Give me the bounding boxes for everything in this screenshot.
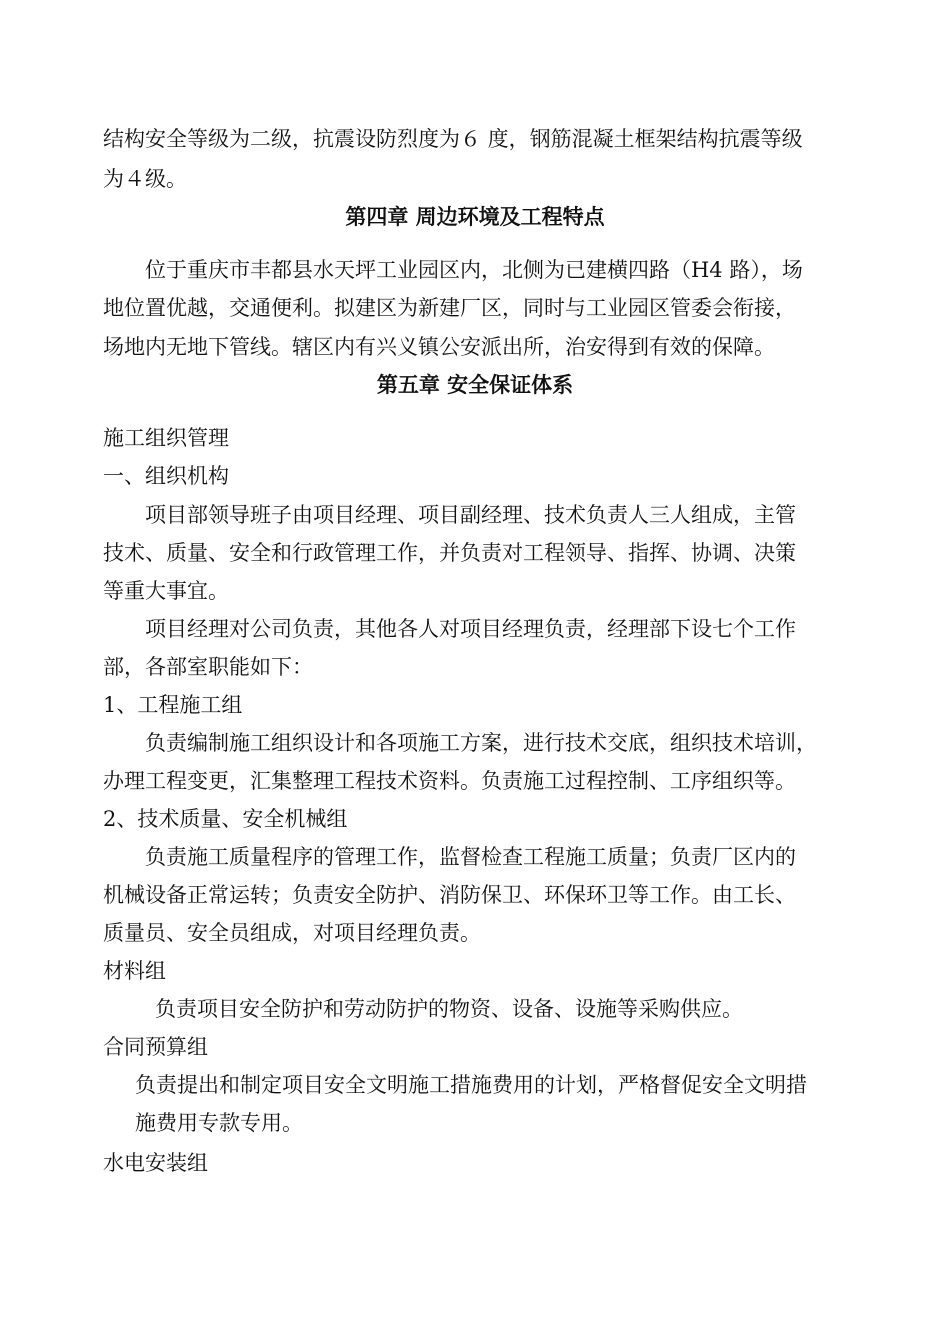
materials-title: 材料组 (103, 959, 166, 983)
chapter-4-title: 第四章 周边环境及工程特点 (345, 205, 605, 229)
org-paragraph-1-line-3: 等重大事宜。 (103, 579, 229, 603)
group-1-title: 1、工程施工组 (103, 693, 243, 717)
intro-line-2: 为４级。 (103, 167, 187, 191)
org-paragraph-2-line-2: 部，各部室职能如下： (103, 655, 313, 679)
contract-line-1: 负责提出和制定项目安全文明施工措施费用的计划，严格督促安全文明措 (135, 1073, 807, 1097)
group-1-line-2: 办理工程变更，汇集整理工程技术资料。负责施工过程控制、工序组织等。 (103, 769, 796, 793)
section-label: 施工组织管理 (103, 426, 229, 450)
group-2-line-3: 质量员、安全员组成，对项目经理负责。 (103, 921, 481, 945)
org-heading: 一、组织机构 (103, 464, 229, 488)
group-2-title: 2、技术质量、安全机械组 (103, 807, 348, 831)
group-2-line-2: 机械设备正常运转；负责安全防护、消防保卫、环保环卫等工作。由工长、 (103, 883, 796, 907)
org-paragraph-2-line-1: 项目经理对公司负责，其他各人对项目经理负责，经理部下设七个工作 (145, 617, 796, 641)
intro-line-1: 结构安全等级为二级，抗震设防烈度为６ 度，钢筋混凝土框架结构抗震等级 (103, 127, 803, 151)
chapter-4-paragraph-line-2: 地位置优越，交通便利。拟建区为新建厂区，同时与工业园区管委会衔接， (103, 296, 796, 320)
materials-line-1: 负责项目安全防护和劳动防护的物资、设备、设施等采购供应。 (155, 997, 743, 1021)
chapter-5-title: 第五章 安全保证体系 (376, 373, 574, 397)
contract-title: 合同预算组 (103, 1035, 208, 1059)
group-1-line-1: 负责编制施工组织设计和各项施工方案，进行技术交底，组织技术培训， (145, 731, 817, 755)
chapter-4-paragraph-line-1: 位于重庆市丰都县水天坪工业园区内，北侧为已建横四路（H4 路），场 (145, 258, 803, 282)
group-2-line-1: 负责施工质量程序的管理工作，监督检查工程施工质量；负责厂区内的 (145, 845, 796, 869)
org-paragraph-1-line-1: 项目部领导班子由项目经理、项目副经理、技术负责人三人组成，主管 (145, 503, 796, 527)
contract-line-2: 施费用专款专用。 (135, 1111, 303, 1135)
chapter-4-paragraph-line-3: 场地内无地下管线。辖区内有兴义镇公安派出所，治安得到有效的保障。 (103, 335, 775, 359)
org-paragraph-1-line-2: 技术、质量、安全和行政管理工作，并负责对工程领导、指挥、协调、决策 (103, 541, 796, 565)
water-elec-title: 水电安装组 (103, 1151, 208, 1175)
